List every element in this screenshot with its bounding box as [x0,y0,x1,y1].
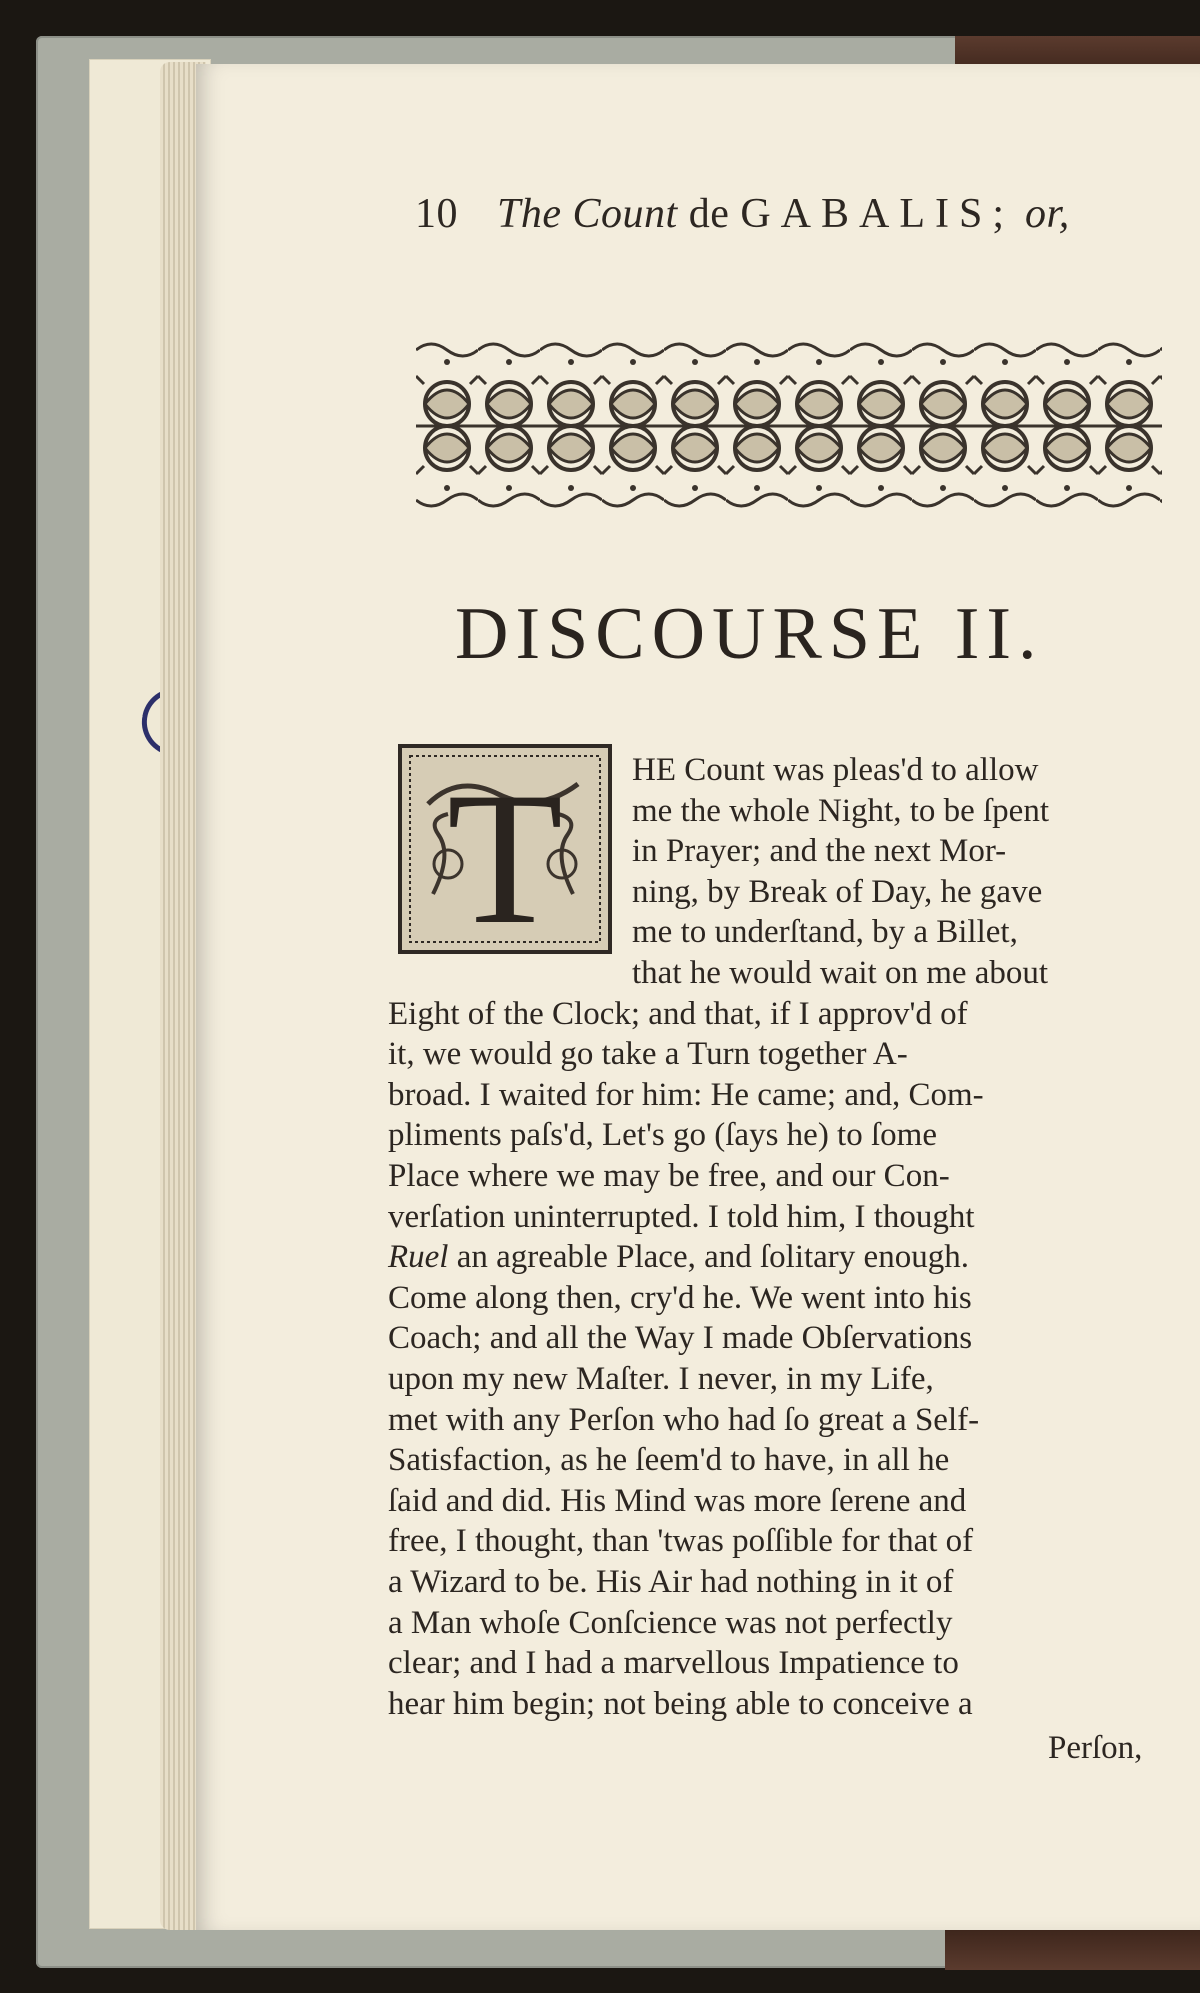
initial-letter: T [446,754,564,954]
text-line [632,912,1180,952]
line-text: Coach; and all the Way I made Obſervations [388,1320,973,1357]
running-head-or: or, [1025,191,1070,237]
line-text: Come along then, cry'd he. We went into his [388,1279,972,1316]
line-text: upon my new Maſter. I never, in my Life, [388,1361,934,1397]
running-head-italic: The Count [497,191,678,237]
italic-word: Ruel [388,1239,449,1276]
line-text: clear; and I had a marvellous Impatience to [388,1645,959,1682]
text-line [388,1521,1180,1561]
text-line [388,1359,1180,1399]
line-text: pliments paſs'd, Let's go (ſays he) to ſome [388,1117,937,1154]
line-text: broad. I waited for him: He came; and, Com- [388,1076,984,1113]
line-text: HE Count was pleas'd to allow [632,752,1039,788]
line-text: an agreable Place, and ſolitary enough. [448,1239,969,1276]
running-head-de: de [688,191,730,237]
line-text: Satisfaction, as he ſeem'd to have, in all he [388,1442,950,1479]
text-line [388,1440,1180,1480]
text-line [388,1034,1180,1074]
text-line [632,750,1180,790]
ornamental-headpiece [416,336,1162,514]
running-head-caps: GABALIS; [740,191,1015,237]
leather-spine-bottom [945,1930,1200,1970]
text-line [388,1318,1180,1358]
line-text: a Wizard to be. His Air had nothing in it of [388,1564,954,1600]
text-line [388,994,1180,1034]
line-text: met with any Perſon who had ſo great a Self- [388,1401,980,1438]
line-text: me to underſtand, by a Billet, [632,914,1018,951]
text-line [388,1115,1180,1155]
line-text: in Prayer; and the next Mor- [632,833,1007,870]
line-text: it, we would go take a Turn together A- [388,1036,908,1073]
text-line [388,1075,1180,1115]
text-line [632,953,1180,993]
line-text: Place where we may be free, and our Con- [388,1158,950,1194]
decorated-initial [398,744,612,954]
line-text: ning, by Break of Day, he gave [632,873,1043,910]
line-text: a Man whoſe Conſcience was not perfectly [388,1604,953,1641]
text-line [388,1562,1180,1602]
text-line [388,1278,1180,1318]
discourse-heading: DISCOURSE II. [455,593,1044,675]
text-line [388,1481,1180,1521]
text-line [388,1237,1180,1277]
line-text: Eight of the Clock; and that, if I approv'd of [388,995,968,1032]
line-text: verſation uninterrupted. I told him, I thought [388,1198,975,1235]
text-line [632,831,1180,871]
text-line [388,1156,1180,1196]
text-line [388,1400,1180,1440]
line-text: ſaid and did. His Mind was more ſerene and [388,1482,967,1519]
line-text: me the whole Night, to be ſpent [632,792,1049,829]
text-line [388,1643,1180,1683]
text-line [632,791,1180,831]
page-number: 10 [415,191,458,237]
running-head [415,190,1070,238]
line-text: hear him begin; not being able to conceive a [388,1685,973,1722]
text-line [388,1684,1180,1724]
catchword: Perſon, [1048,1730,1143,1766]
line-text: that he would wait on me about [632,955,1049,991]
text-line [632,872,1180,912]
line-text: free, I thought, than 'twas poſſible for that of [388,1523,974,1560]
text-line [388,1197,1180,1237]
text-line [388,1603,1180,1643]
